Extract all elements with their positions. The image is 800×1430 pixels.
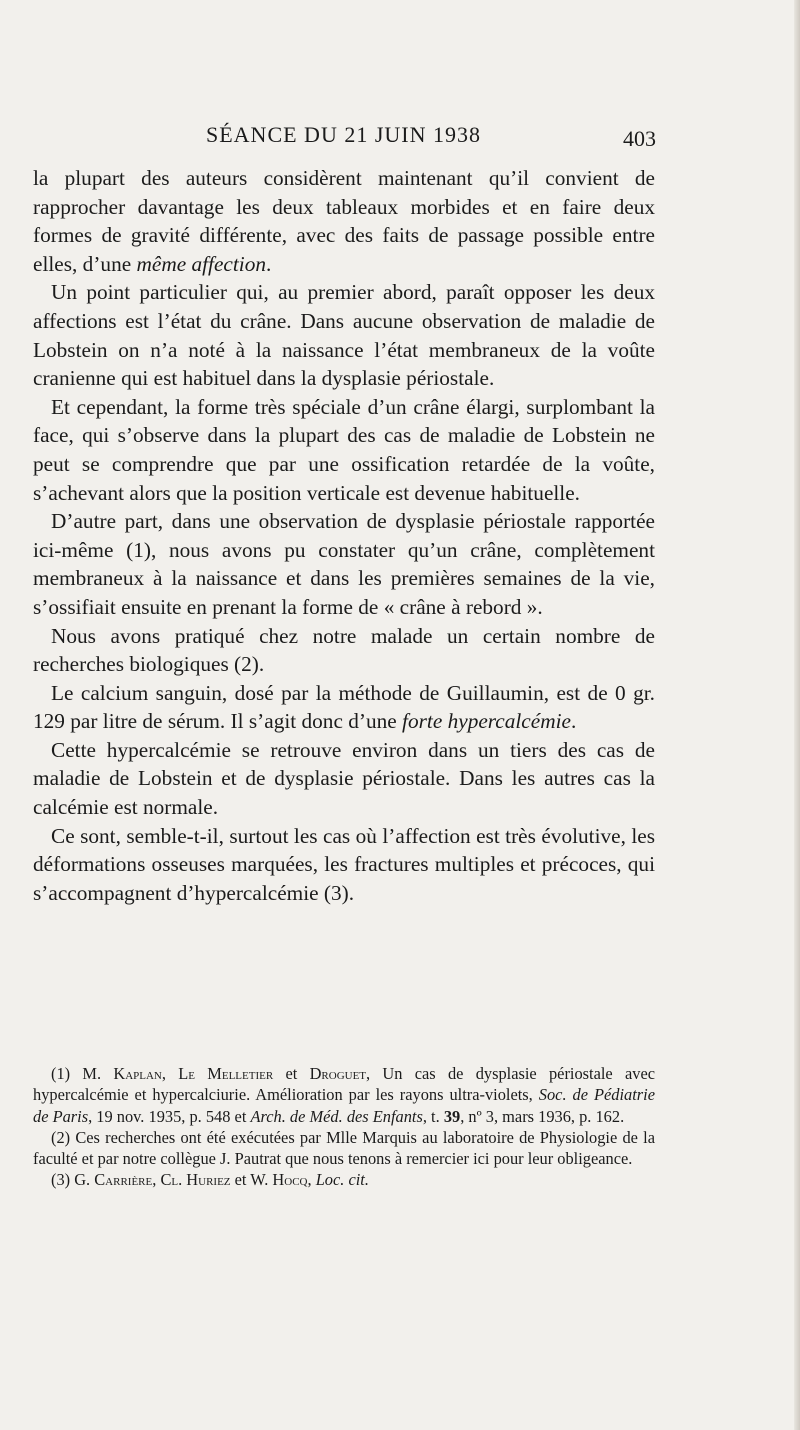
- paragraph: [33, 736, 655, 822]
- paragraph: [33, 679, 655, 736]
- text-run: la plupart des auteurs considèrent maintenant qu’il convient de rapprocher davantage les deux tableaux morbides et en faire deux formes de gravité différente, avec des faits de passage possible entre elles, d’une: [33, 166, 655, 276]
- text-run: Ce sont, semble-t-il, surtout les cas où l’affection est très évolutive, les déformations osseuses marquées, les fractures multiples et précoces, qui s’accompagnent d’hypercalcémie (3).: [33, 823, 655, 905]
- text-run: Cette hypercalcémie se retrouve environ dans un tiers des cas de maladie de Lobstein et de dysplasie périostale. Dans les autres cas la calcémie est normale.: [33, 737, 655, 820]
- text-run: Hocq: [272, 1170, 308, 1190]
- text-run: Un point particulier qui, au premier abord, paraît opposer les deux affections est l’état du crâne. Dans aucune observation de maladie de Lobstein on n’a noté à la naissance l’état membraneux de la voûte cranienne qui est habituel dans la dysplasie périostale.: [33, 280, 655, 391]
- page-edge-shadow: [794, 0, 800, 1430]
- text-run: forte hypercalcémie: [402, 709, 571, 734]
- text-run: même affection: [136, 251, 267, 276]
- paragraph: [33, 507, 655, 621]
- paragraph: [33, 393, 655, 507]
- paragraph: [33, 278, 655, 392]
- text-run: , nº 3, mars 1936, p. 162.: [460, 1106, 625, 1126]
- text-run: D’autre part, dans une observation de dysplasie périostale rapportée ici-même (1), nous avons pu constater qu’un crâne, complètement membraneux à la naissance et dans les premières semaines de la vie, s’ossifiait ensuite en prenant la forme de « crâne à rebord ».: [33, 509, 655, 619]
- text-run: ,: [161, 1064, 179, 1083]
- running-head: SÉANCE DU 21 JUIN 1938: [206, 122, 481, 147]
- text-run: ,: [152, 1170, 161, 1190]
- text-run: (3) G.: [51, 1170, 95, 1190]
- text-run: , 19 nov. 1935, p. 548 et: [88, 1106, 251, 1126]
- paragraph: [33, 164, 655, 278]
- text-run: Cl. Huriez: [160, 1170, 231, 1190]
- paragraph: [33, 622, 655, 679]
- body-text: [33, 164, 655, 907]
- text-run: Le Melletier: [178, 1064, 274, 1083]
- text-run: (2) Ces recherches ont été exécutées par Mlle Marquis au laboratoire de Physiologie de la faculté et par notre collègue J. Pautrat que nous tenons à remercier ici pour leur obligeance.: [33, 1127, 655, 1169]
- text-run: Arch. de Méd. des Enfants: [250, 1106, 423, 1126]
- text-run: Kaplan: [113, 1064, 162, 1083]
- text-run: Carrière: [94, 1170, 153, 1190]
- footnote: [33, 1063, 655, 1127]
- page-number: 403: [623, 126, 656, 151]
- text-run: Loc. cit.: [315, 1170, 369, 1190]
- text-run: Soc. de Pédiatrie de Paris: [33, 1085, 655, 1126]
- footnotes: [33, 1063, 655, 1191]
- text-run: .: [570, 709, 577, 734]
- page-header: [52, 122, 656, 152]
- text-run: Et cependant, la forme très spéciale d’un crâne élargi, surplombant la face, qui s’observe dans la plupart des cas de maladie de Lobstein ne peut se comprendre que par une ossification retardée de la voûte, s’achevant alors que la position verticale est devenue habituelle.: [33, 394, 655, 505]
- text-run: Droguet: [309, 1064, 367, 1083]
- text-run: , Un cas de dysplasie périostale avec hypercalcémie et hypercalciurie. Amélioration par les rayons ultra-violets,: [33, 1064, 655, 1105]
- text-run: et W.: [230, 1170, 273, 1190]
- text-run: et: [273, 1064, 310, 1083]
- footnote: [33, 1127, 655, 1170]
- text-run: (1) M.: [51, 1064, 114, 1083]
- text-run: Le calcium sanguin, dosé par la méthode de Guillaumin, est de 0 gr. 129 par litre de sérum. Il s’agit donc d’une: [33, 680, 655, 734]
- footnote: [33, 1169, 655, 1190]
- text-run: .: [266, 251, 272, 276]
- text-run: , t.: [422, 1106, 444, 1126]
- text-run: Nous avons pratiqué chez notre malade un certain nombre de recherches biologiques (2).: [33, 623, 655, 677]
- text-run: 39: [443, 1106, 461, 1126]
- paragraph: [33, 822, 655, 908]
- text-run: ,: [307, 1170, 316, 1190]
